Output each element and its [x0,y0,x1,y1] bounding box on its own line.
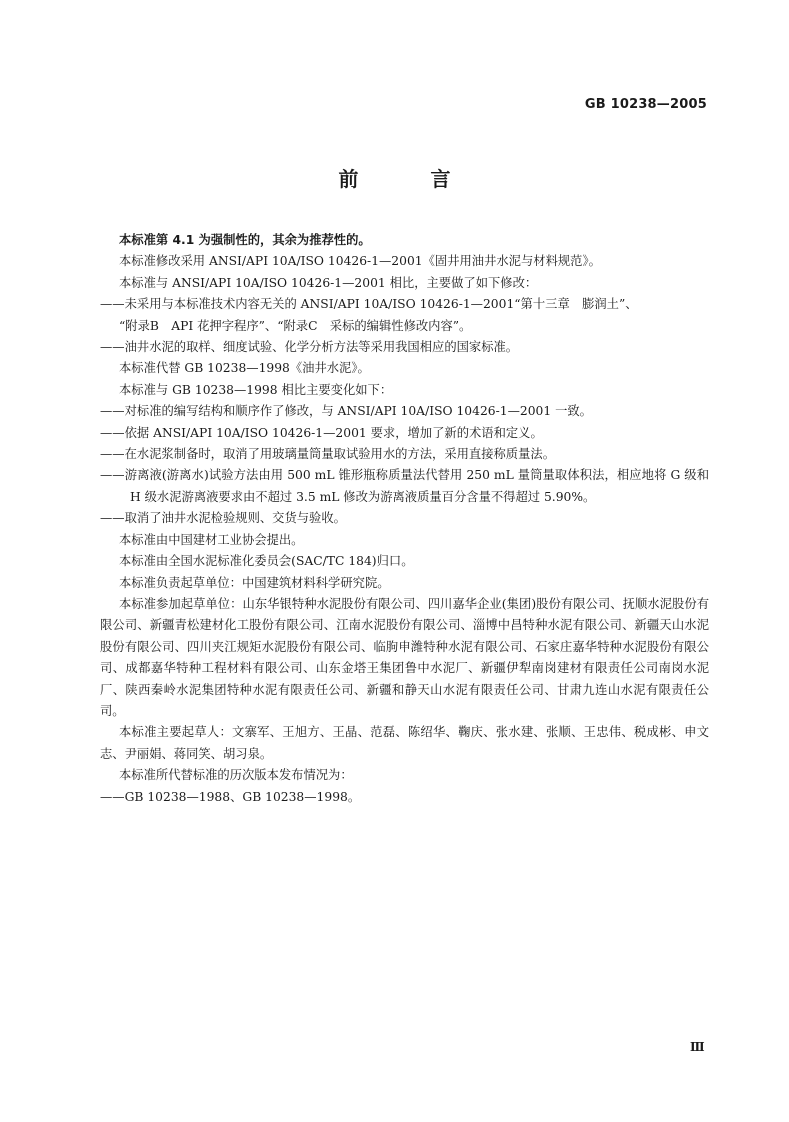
paragraph-mandatory: 本标准第 4.1 为强制性的，其余为推荐性的。 [119,233,371,247]
list-item-modification-1a: ——未采用与本标准技术内容无关的 ANSI/API 10A/ISO 10426-1—2001“第十三章 膨润土”、 [100,297,638,312]
paragraph-administrator: 本标准由全国水泥标准化委员会(SAC/TC 184)归口。 [119,554,414,569]
paragraph-changes-intro: 本标准与 GB 10238—1998 相比主要变化如下： [119,382,393,397]
paragraph-replaces: 本标准代替 GB 10238—1998《油井水泥》。 [119,361,370,376]
paragraph-participants: 本标准参加起草单位：山东华银特种水泥股份有限公司、四川嘉华企业(集团)股份有限公司、抚顺水泥股份有限公司、新疆青松建材化工股份有限公司、江南水泥股份有限公司、淄博中昌特种水泥有限公司、新疆天山水泥股份有限公司、四川夹江规矩水泥股份有限公司、临朐申潍特种水泥有限公司、石家庄嘉华特种水泥股份有限公司、成都嘉华特种工程材料有限公司、山东金塔王集团鲁中水泥厂、新疆伊犁南岗建材有限责任公司南岗水泥厂、陕西秦岭水泥集团特种水泥有限责任公司、新疆和静天山水泥有限责任公司、甘肃九连山水泥有限责任公司。 [100,596,709,718]
paragraph-proposer: 本标准由中国建材工业协会提出。 [119,532,304,547]
standard-code: GB 10238—2005 [584,97,707,112]
list-item-modification-1b: “附录B API 花押字程序”、“附录C 采标的编辑性修改内容”。 [119,318,472,333]
list-item-change-3: ——在水泥浆制备时，取消了用玻璃量筒量取试验用水的方法，采用直接称质量法。 [100,447,555,462]
paragraph-history-intro: 本标准所代替标准的历次版本发布情况为： [119,768,353,783]
list-item-history: ——GB 10238—1988、GB 10238—1998。 [100,789,361,804]
page-title: 前 言 [338,167,477,191]
list-item-change-1: ——对标准的编写结构和顺序作了修改，与 ANSI/API 10A/ISO 10426-1—2001 一致。 [100,404,592,419]
paragraph-adoption: 本标准修改采用 ANSI/API 10A/ISO 10426-1—2001《固井用油井水泥与材料规范》。 [119,254,601,269]
page-number: Ⅲ [690,1040,705,1054]
paragraph-drafters: 本标准主要起草人：文寨军、王旭方、王晶、范磊、陈绍华、鞠庆、张水建、张顺、王忠伟、税成彬、申文志、尹丽娟、蒋同笑、胡习泉。 [100,725,709,761]
document-body [100,230,709,808]
list-item-change-5: ——取消了油井水泥检验规则、交货与验收。 [100,511,346,526]
list-item-modification-2: ——油井水泥的取样、细度试验、化学分析方法等采用我国相应的国家标准。 [100,340,519,355]
list-item-change-2: ——依据 ANSI/API 10A/ISO 10426-1—2001 要求，增加了新的术语和定义。 [100,425,543,440]
paragraph-modifications-intro: 本标准与 ANSI/API 10A/ISO 10426-1—2001 相比，主要做了如下修改： [119,275,538,290]
list-item-change-4: ——游离液(游离水)试验方法由用 500 mL 锥形瓶称质量法代替用 250 mL 量筒量取体积法，相应地将 G 级和 H 级水泥游离液要求由不超过 3.5 mL 修改为游离液质量百分含量不得超过 5.90%。 [100,468,709,504]
paragraph-lead-drafter: 本标准负责起草单位：中国建筑材料科学研究院。 [119,575,390,590]
